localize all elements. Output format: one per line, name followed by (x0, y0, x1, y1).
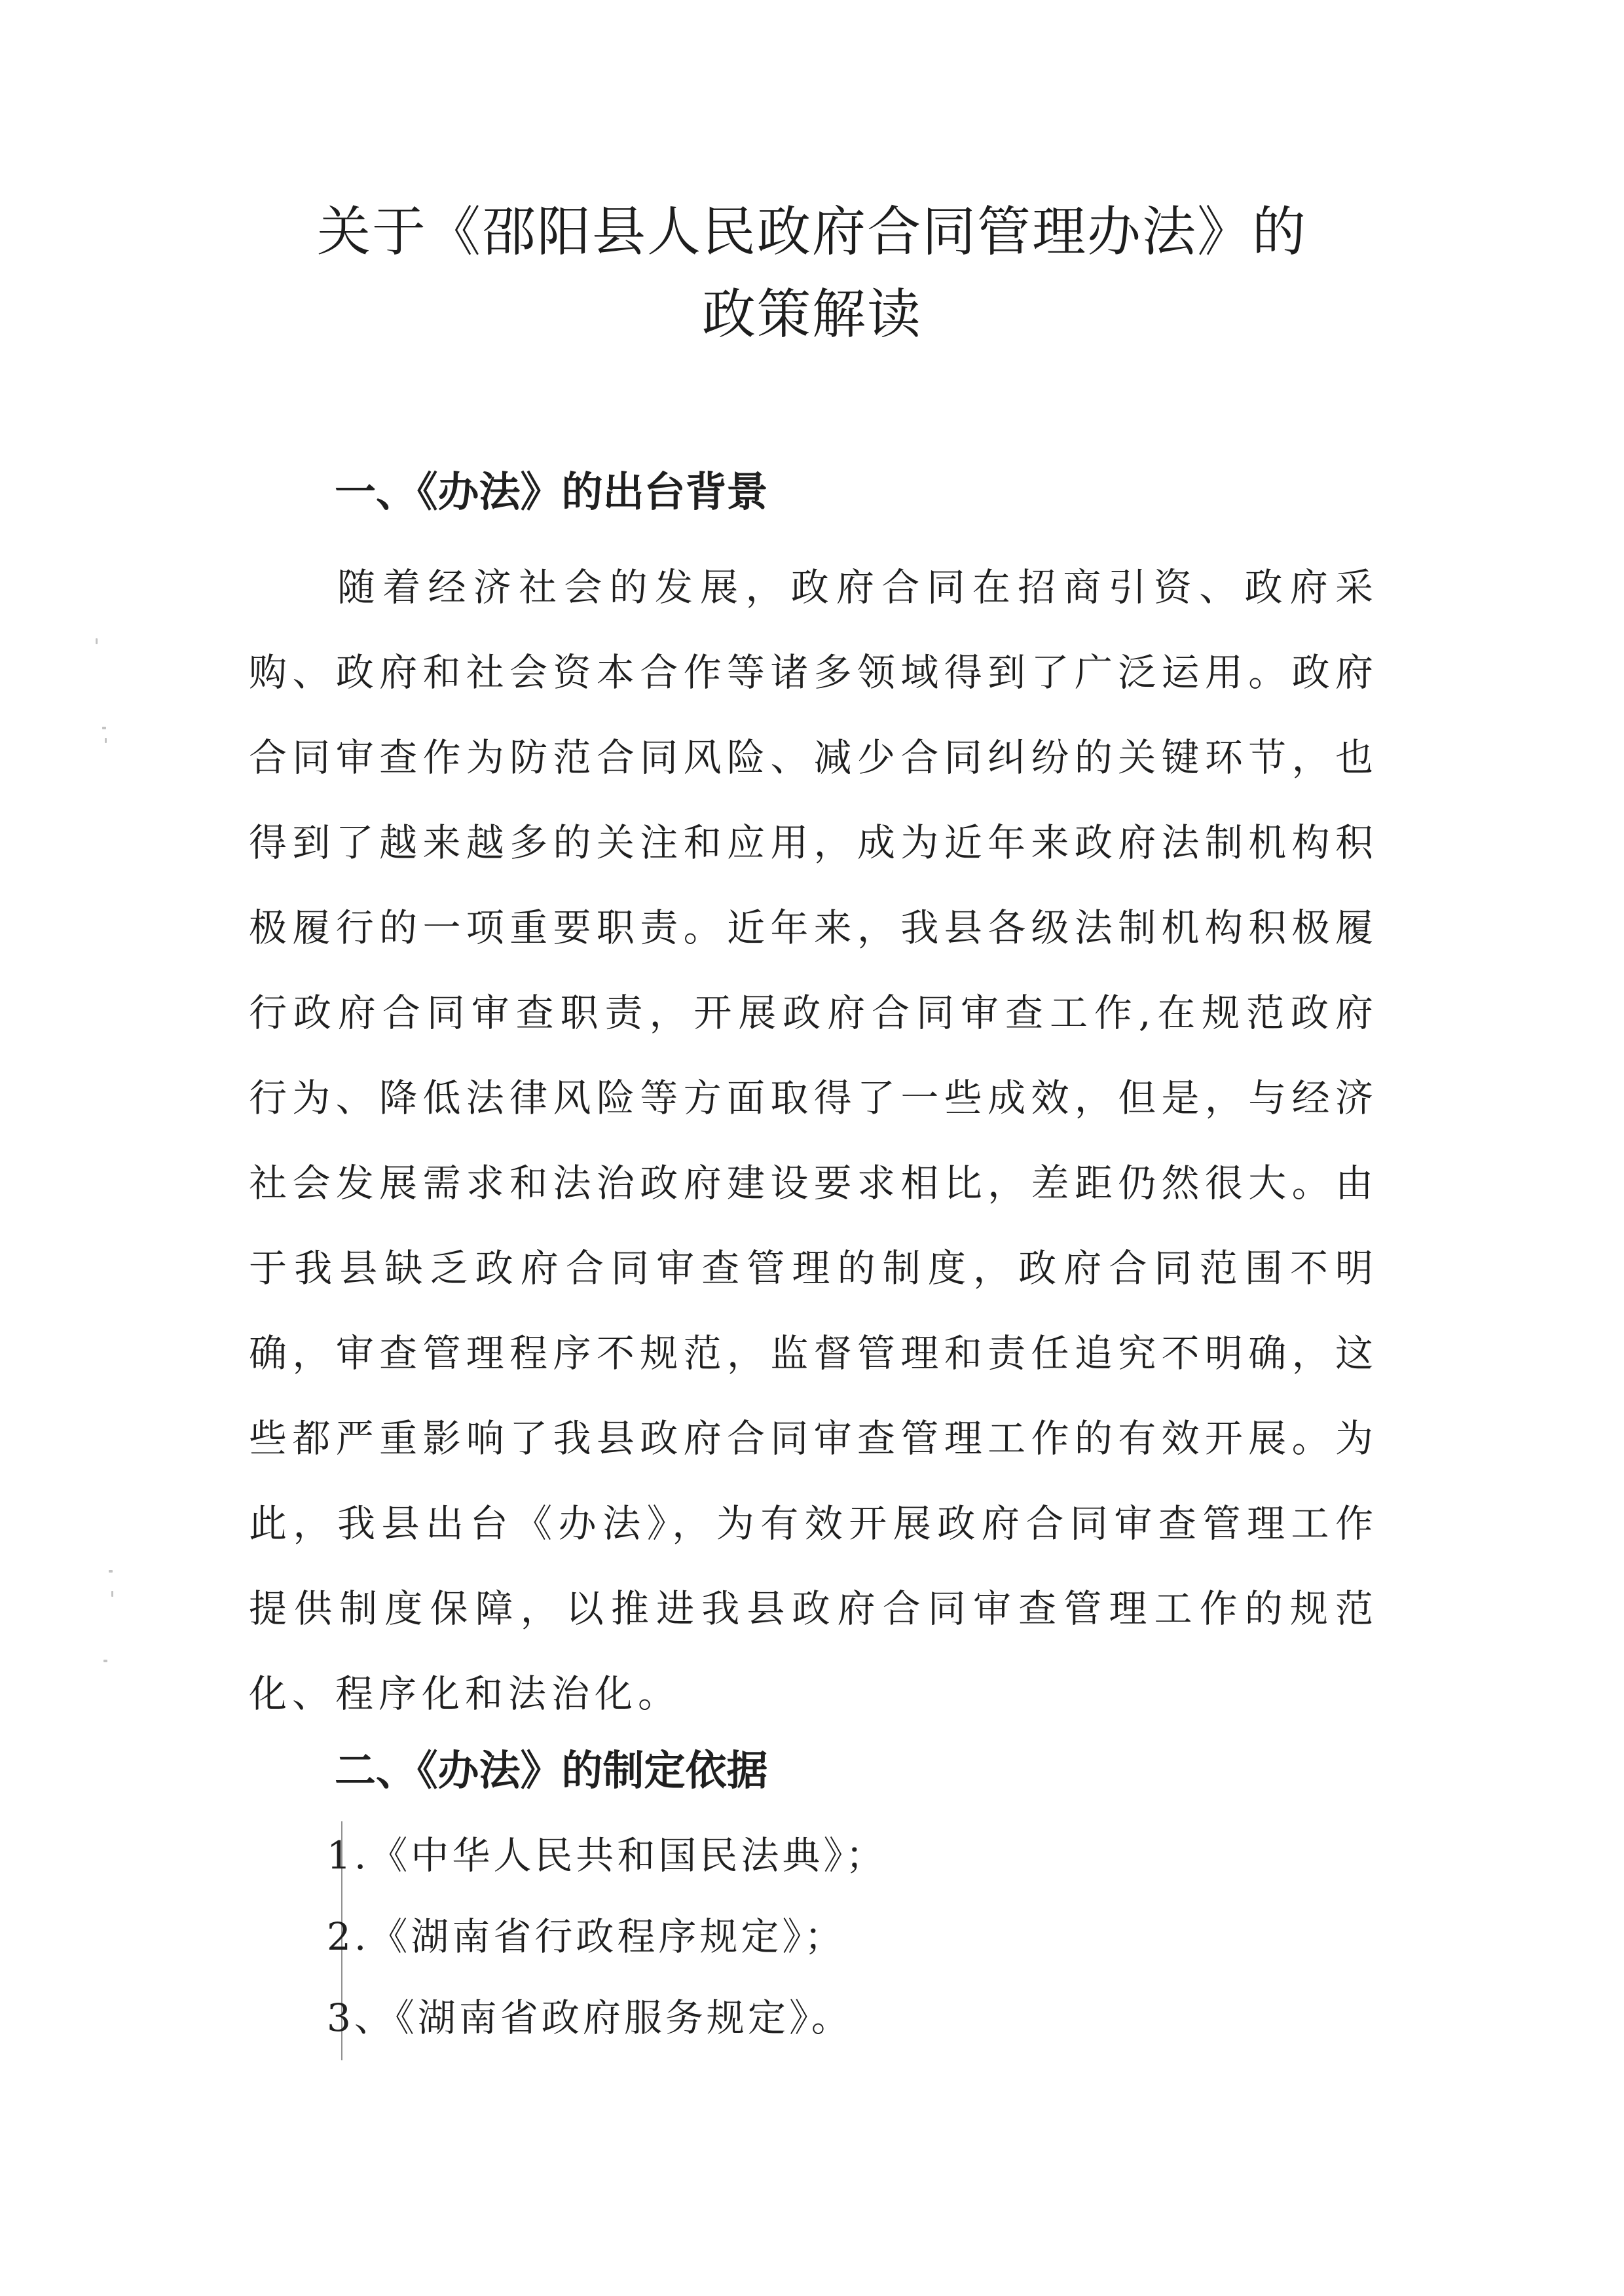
section-heading-basis: 二、《办法》的制定依据 (335, 1747, 768, 1795)
title-line-2: 政策解读 (701, 283, 922, 346)
title-line-1: 关于《邵阳县人民政府合同管理办法》的 (316, 201, 1307, 263)
basis-list (327, 1815, 1309, 2058)
scan-artifact (102, 727, 106, 729)
scan-artifact (103, 1660, 107, 1662)
scan-artifact (105, 738, 107, 743)
scan-artifact (96, 638, 98, 644)
scan-artifact (109, 1570, 113, 1573)
scan-artifact (111, 1591, 113, 1597)
document-title (249, 191, 1375, 356)
basis-item: 3、《湖南省政府服务规定》。 (327, 1995, 853, 2040)
basis-item: 2.《湖南省行政程序规定》； (327, 1914, 846, 1959)
background-paragraph: 随着经济社会的发展，政府合同在招商引资、政府采购、政府和社会资本合作等诸多领域得到了广泛运用。政府合同审查作为防范合同风险、减少合同纠纷的关键环节，也得到了越来越多的关注和应用，成为近年来政府法制机构积极履行的一项重要职责。近年来，我县各级法制机构积极履行政府合同审查职责，开展政府合同审查工作,在规范政府行为、降低法律风险等方面取得了一些成效，但是，与经济社会发展需求和法治政府建设要求相比，差距仍然很大。由于我县缺乏政府合同审查管理的制度，政府合同范围不明确，审查管理程序不规范，监督管理和责任追究不明确，这些都严重影响了我县政府合同审查管理工作的有效开展。为此，我县出台《办法》，为有效开展政府合同审查管理工作提供制度保障，以推进我县政府合同审查管理工作的规范化、程序化和法治化。 (249, 565, 1378, 1716)
section-heading-background: 一、《办法》的出台背景 (335, 468, 768, 516)
basis-item: 1.《中华人民共和国民法典》； (327, 1833, 887, 1878)
